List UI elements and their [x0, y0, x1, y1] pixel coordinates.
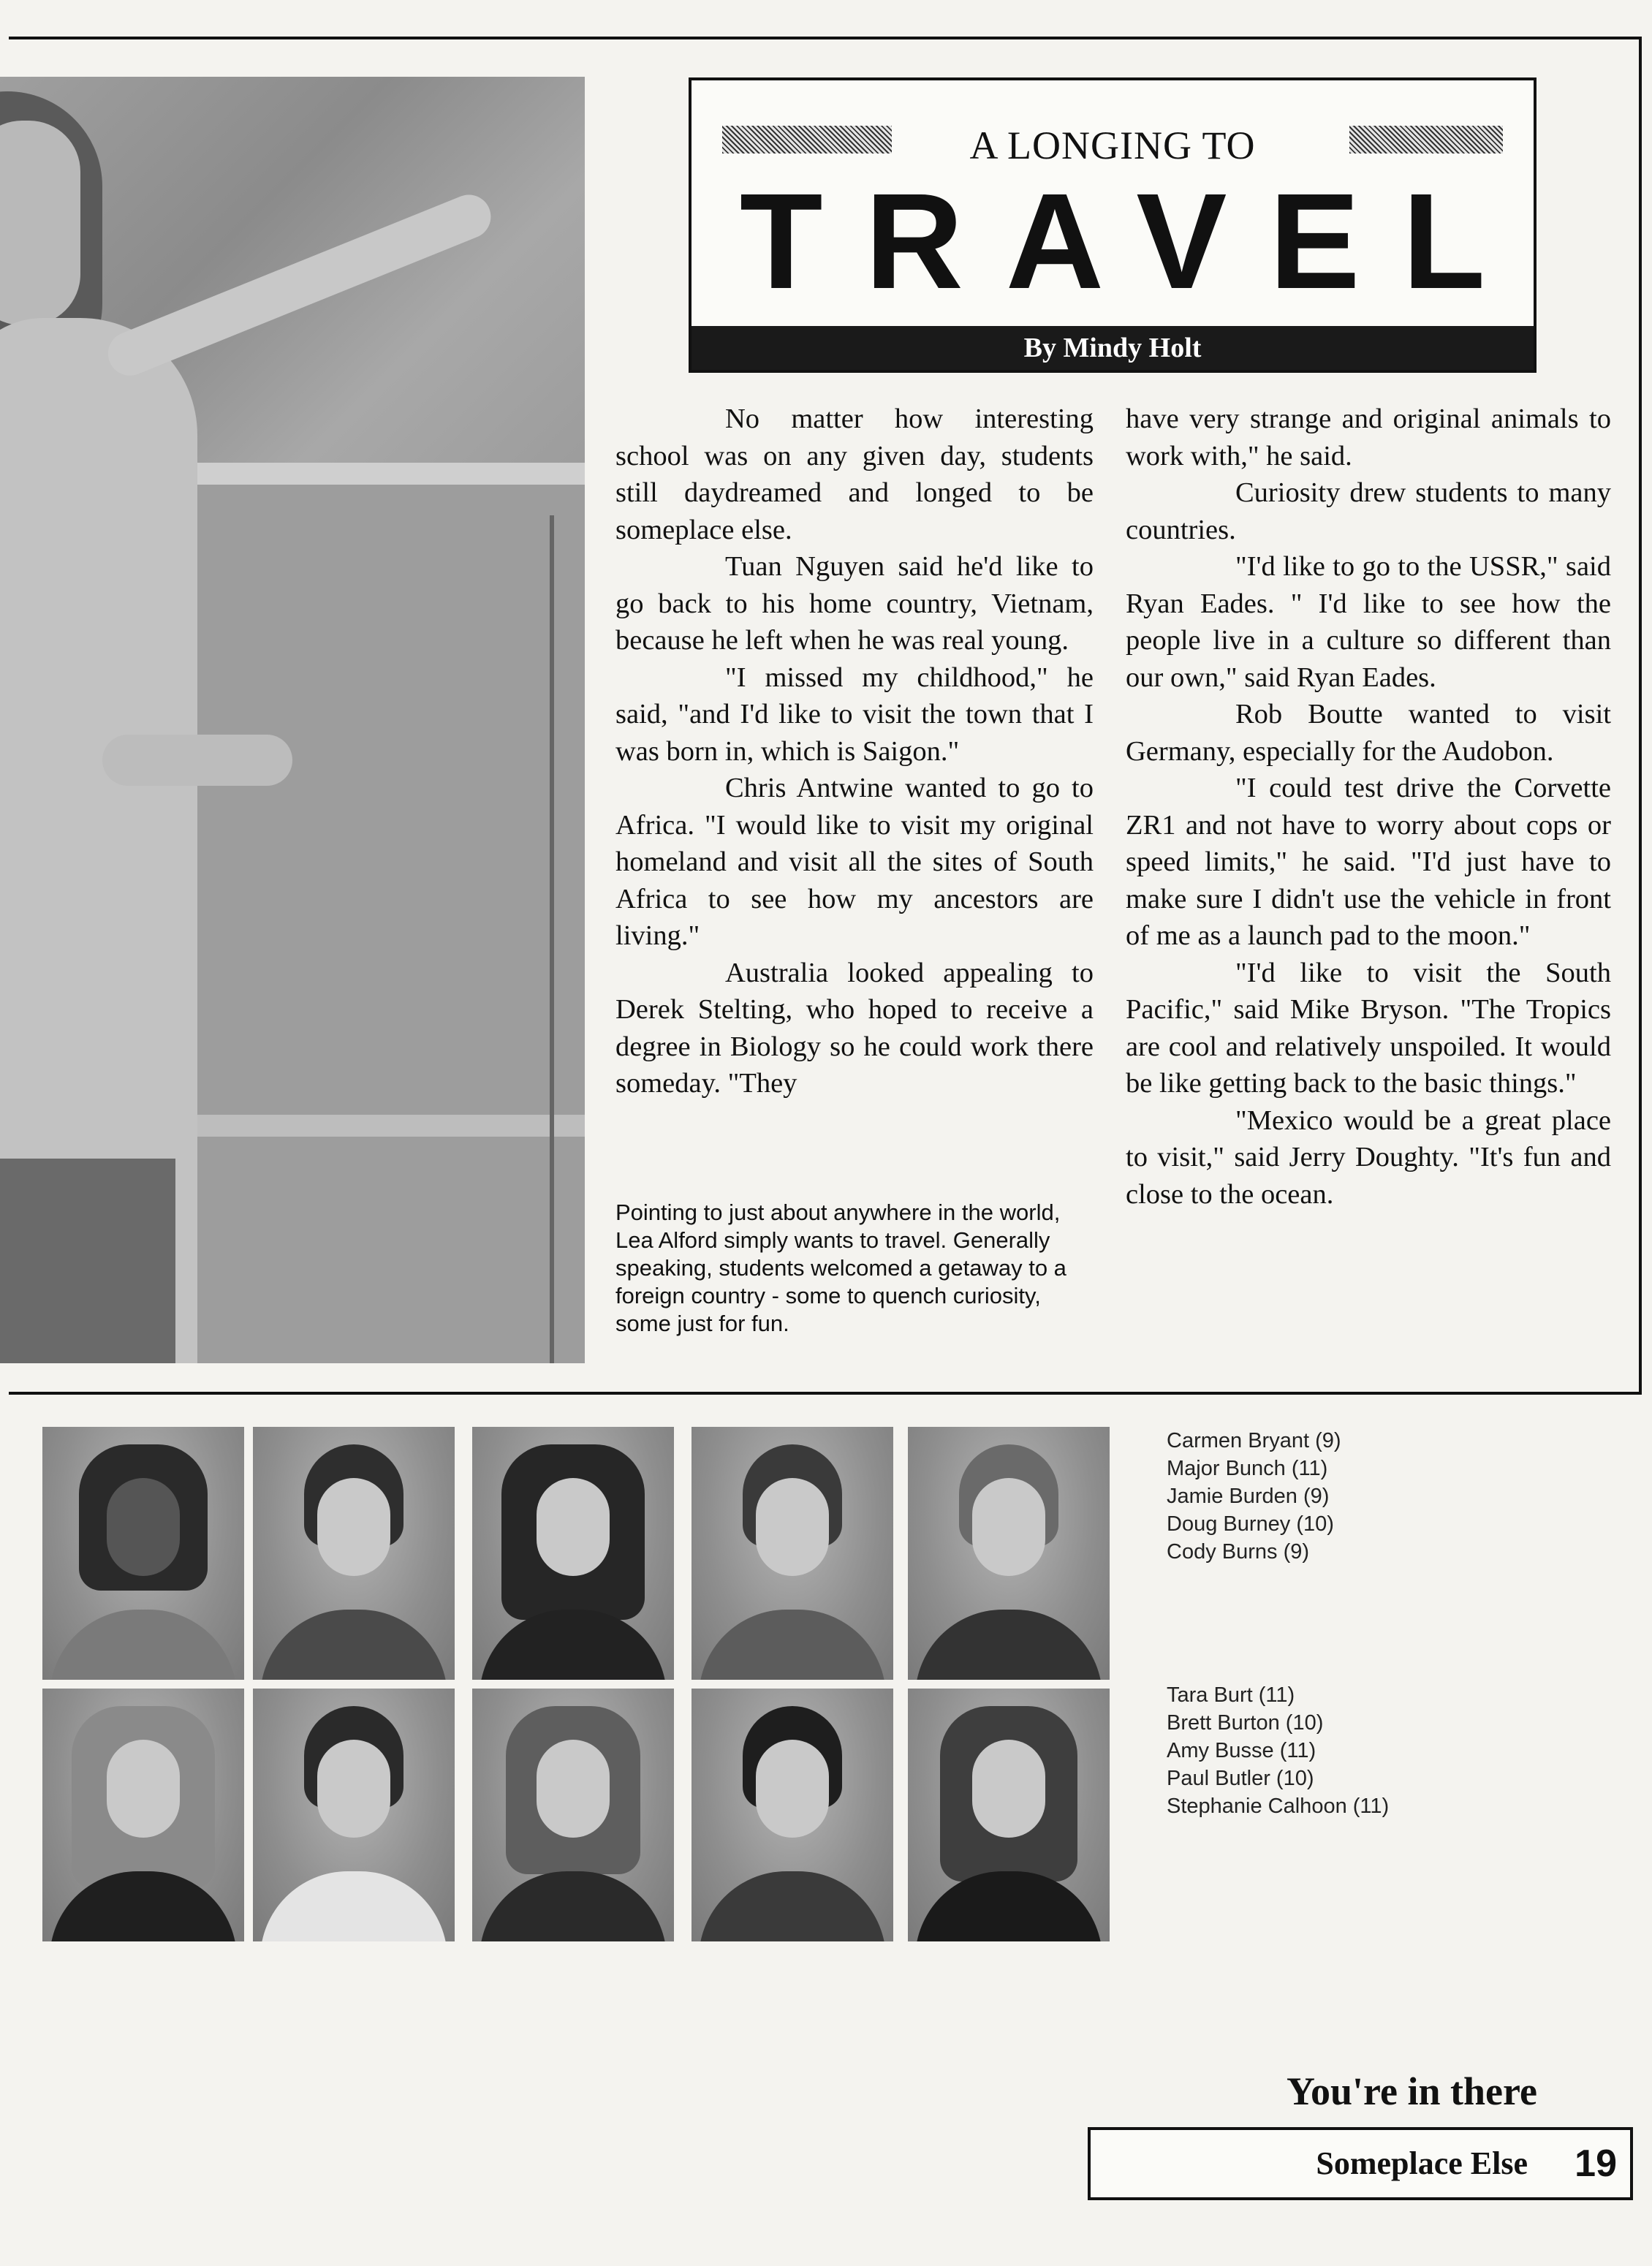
paragraph: "I'd like to visit the South Pacific," said Mike Bryson. "The Tropics are cool and relatively unspoiled. It would be like getting back to the basic things." [1126, 957, 1611, 1099]
feature-photo [0, 77, 585, 1363]
student-name: Paul Butler (10) [1167, 1767, 1314, 1790]
tagline: You're in there [1287, 2069, 1537, 2113]
photo-caption: Pointing to just about anywhere in the world, Lea Alford simply wants to travel. Generally speaking, students welcomed a getaway to a foreign country - some to quench curiosity, some just for fun. [615, 1200, 1066, 1336]
student-name: Carmen Bryant (9) [1167, 1429, 1341, 1452]
portrait-photo [472, 1427, 674, 1680]
portrait-photo [42, 1689, 244, 1941]
student-name: Major Bunch (11) [1167, 1457, 1328, 1480]
byline: By Mindy Holt [692, 326, 1534, 370]
portrait-photo [908, 1427, 1110, 1680]
student-name: Tara Burt (11) [1167, 1683, 1295, 1707]
student-name: Stephanie Calhoon (11) [1167, 1795, 1390, 1818]
title-box [689, 77, 1537, 373]
student-face [0, 121, 80, 325]
student-pants [0, 1159, 175, 1363]
paragraph: Australia looked appealing to Derek Stelting, who hoped to receive a degree in Biology so he could work there someday. "They [615, 957, 1094, 1099]
paragraph: Chris Antwine wanted to go to Africa. "I would like to visit my original homeland and visit all the sites of South Africa to see how my ancestors are living." [615, 773, 1094, 951]
paragraph: "Mexico would be a great place to visit," said Jerry Doughty. "It's fun and close to the ocean. [1126, 1104, 1611, 1210]
paragraph: "I could test drive the Corvette ZR1 and not have to worry about cops or speed limits," he said. "I'd just have to make sure I didn't use the vehicle in front of me as a launch pad to the moon." [1126, 773, 1611, 951]
portrait-names-row1 [1167, 1427, 1341, 1566]
paragraph: "I'd like to go to the USSR," said Ryan Eades. " I'd like to see how the people live in a culture so different than our own," said Ryan Eades. [1126, 551, 1611, 693]
wall-seam [550, 515, 554, 1363]
article-column-left [615, 401, 1094, 1102]
paragraph: Tuan Nguyen said he'd like to go back to his home country, Vietnam, because he left when he was real young. [615, 551, 1094, 656]
kicker: A LONGING TO [969, 124, 1256, 167]
student-lower-arm [102, 735, 292, 786]
portrait-photo [253, 1427, 455, 1680]
paragraph: have very strange and original animals to work with," he said. [1126, 403, 1611, 471]
paragraph: Rob Boutte wanted to visit Germany, especially for the Audobon. [1126, 699, 1611, 767]
portrait-photo [692, 1689, 893, 1941]
portrait-photo [253, 1689, 455, 1941]
section-name: Someplace Else [1316, 2145, 1528, 2181]
paragraph: No matter how interesting school was on any given day, students still daydreamed and longed to be someplace else. [615, 403, 1094, 545]
student-name: Amy Busse (11) [1167, 1739, 1316, 1762]
portrait-photo [692, 1427, 893, 1680]
page-number: 19 [1575, 2142, 1617, 2185]
paragraph: Curiosity drew students to many countries. [1126, 477, 1611, 545]
folio-box [1088, 2127, 1633, 2200]
paragraph: "I missed my childhood," he said, "and I'd like to visit the town that I was born in, which is Saigon." [615, 662, 1094, 767]
article-column-right [1126, 401, 1611, 1213]
student-name: Doug Burney (10) [1167, 1512, 1334, 1536]
portrait-photo [908, 1689, 1110, 1941]
student-name: Cody Burns (9) [1167, 1540, 1310, 1564]
headline: TRAVEL [739, 166, 1528, 317]
portrait-photo [472, 1689, 674, 1941]
student-name: Jamie Burden (9) [1167, 1485, 1330, 1508]
portrait-photo [42, 1427, 244, 1680]
portrait-names-row2 [1167, 1681, 1389, 1820]
student-name: Brett Burton (10) [1167, 1711, 1324, 1735]
